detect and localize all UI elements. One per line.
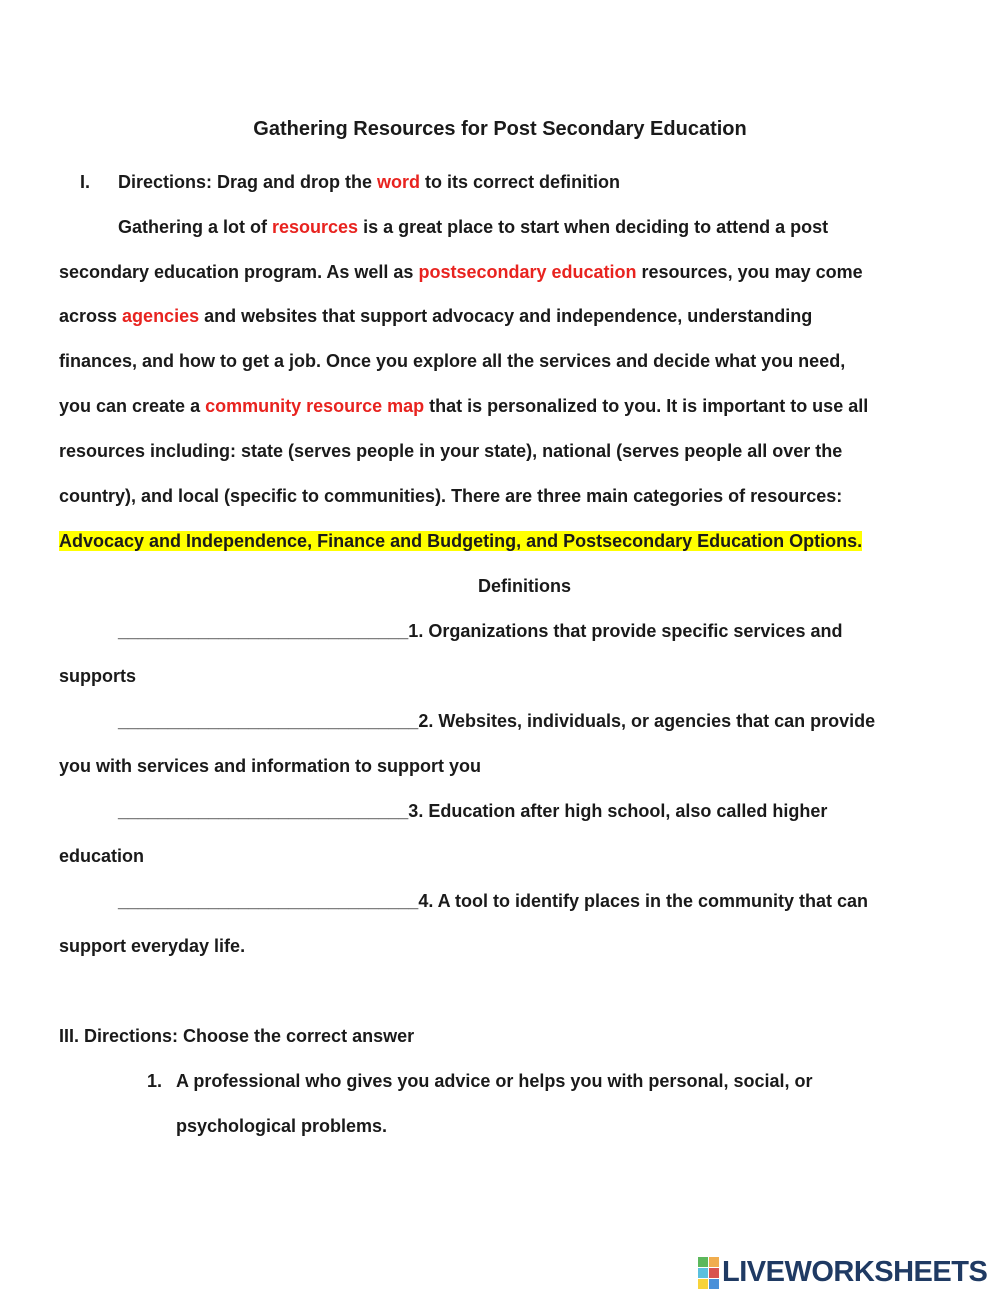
question-1-text[interactable]: A professional who gives you advice or helps you with personal, social, or [176,1071,813,1091]
paragraph-text: across [59,306,123,326]
paragraph-text: secondary education program. As well as [59,262,419,282]
keyword-agencies: agencies [122,306,200,326]
logo-text: LIVEWORKSHEETS [722,1256,988,1288]
question-1-number: 1. [147,1071,163,1091]
question-1-text-continued: psychological problems. [176,1116,388,1136]
definition-2-continued: you with services and information to support you [59,756,482,776]
definition-3-blank[interactable]: _____________________________3. Education after high school, also called higher [118,801,828,821]
definition-1-continued: supports [59,666,137,686]
section-1-directions [80,172,620,193]
paragraph-text: Gathering a lot of [118,217,273,237]
keyword-resources: resources [272,217,359,237]
definition-2-blank[interactable]: ______________________________2. Websites, individuals, or agencies that can provide [118,711,876,731]
directions-text-b: to its correct definition [420,172,621,192]
paragraph-line-7: country), and local (specific to communities). There are three main categories of resources: [59,486,843,506]
paragraph-line-6: resources including: state (serves people in your state), national (serves people all over the [59,441,843,461]
paragraph-line-4: finances, and how to get a job. Once you explore all the services and decide what you need, [59,351,846,371]
directions-keyword: word [377,172,421,192]
directions-text-a: Directions: Drag and drop the [118,172,378,192]
definition-1-blank[interactable]: _____________________________1. Organizations that provide specific services and [118,621,843,641]
definitions-heading: Definitions [478,576,571,596]
logo-blocks-icon [698,1257,719,1289]
keyword-community-resource-map: community resource map [205,396,425,416]
paragraph-line-8-highlighted [59,531,862,552]
paragraph-text: you can create a [59,396,206,416]
paragraph-line-1 [118,217,828,238]
paragraph-line-3 [59,306,812,327]
paragraph-line-5 [59,396,868,417]
definition-4-blank[interactable]: ______________________________4. A tool to identify places in the community that can [118,891,869,911]
paragraph-text: resources, you may come [636,262,863,282]
page-title: Gathering Resources for Post Secondary Education [253,118,747,140]
highlighted-categories: Advocacy and Independence, Finance and Budgeting, and Postsecondary Education Options. [59,531,863,551]
paragraph-text: that is personalized to you. It is important to use all [424,396,869,416]
section-1-number: I. [80,172,91,192]
paragraph-line-2 [59,262,863,283]
paragraph-text: and websites that support advocacy and independence, understanding [199,306,813,326]
section-3-heading: III. Directions: Choose the correct answer [59,1026,415,1046]
definition-4-continued: support everyday life. [59,936,246,956]
paragraph-text: is a great place to start when deciding to attend a post [358,217,829,237]
definition-3-continued: education [59,846,145,866]
keyword-postsecondary-education: postsecondary education [418,262,637,282]
liveworksheets-logo [698,1256,987,1289]
